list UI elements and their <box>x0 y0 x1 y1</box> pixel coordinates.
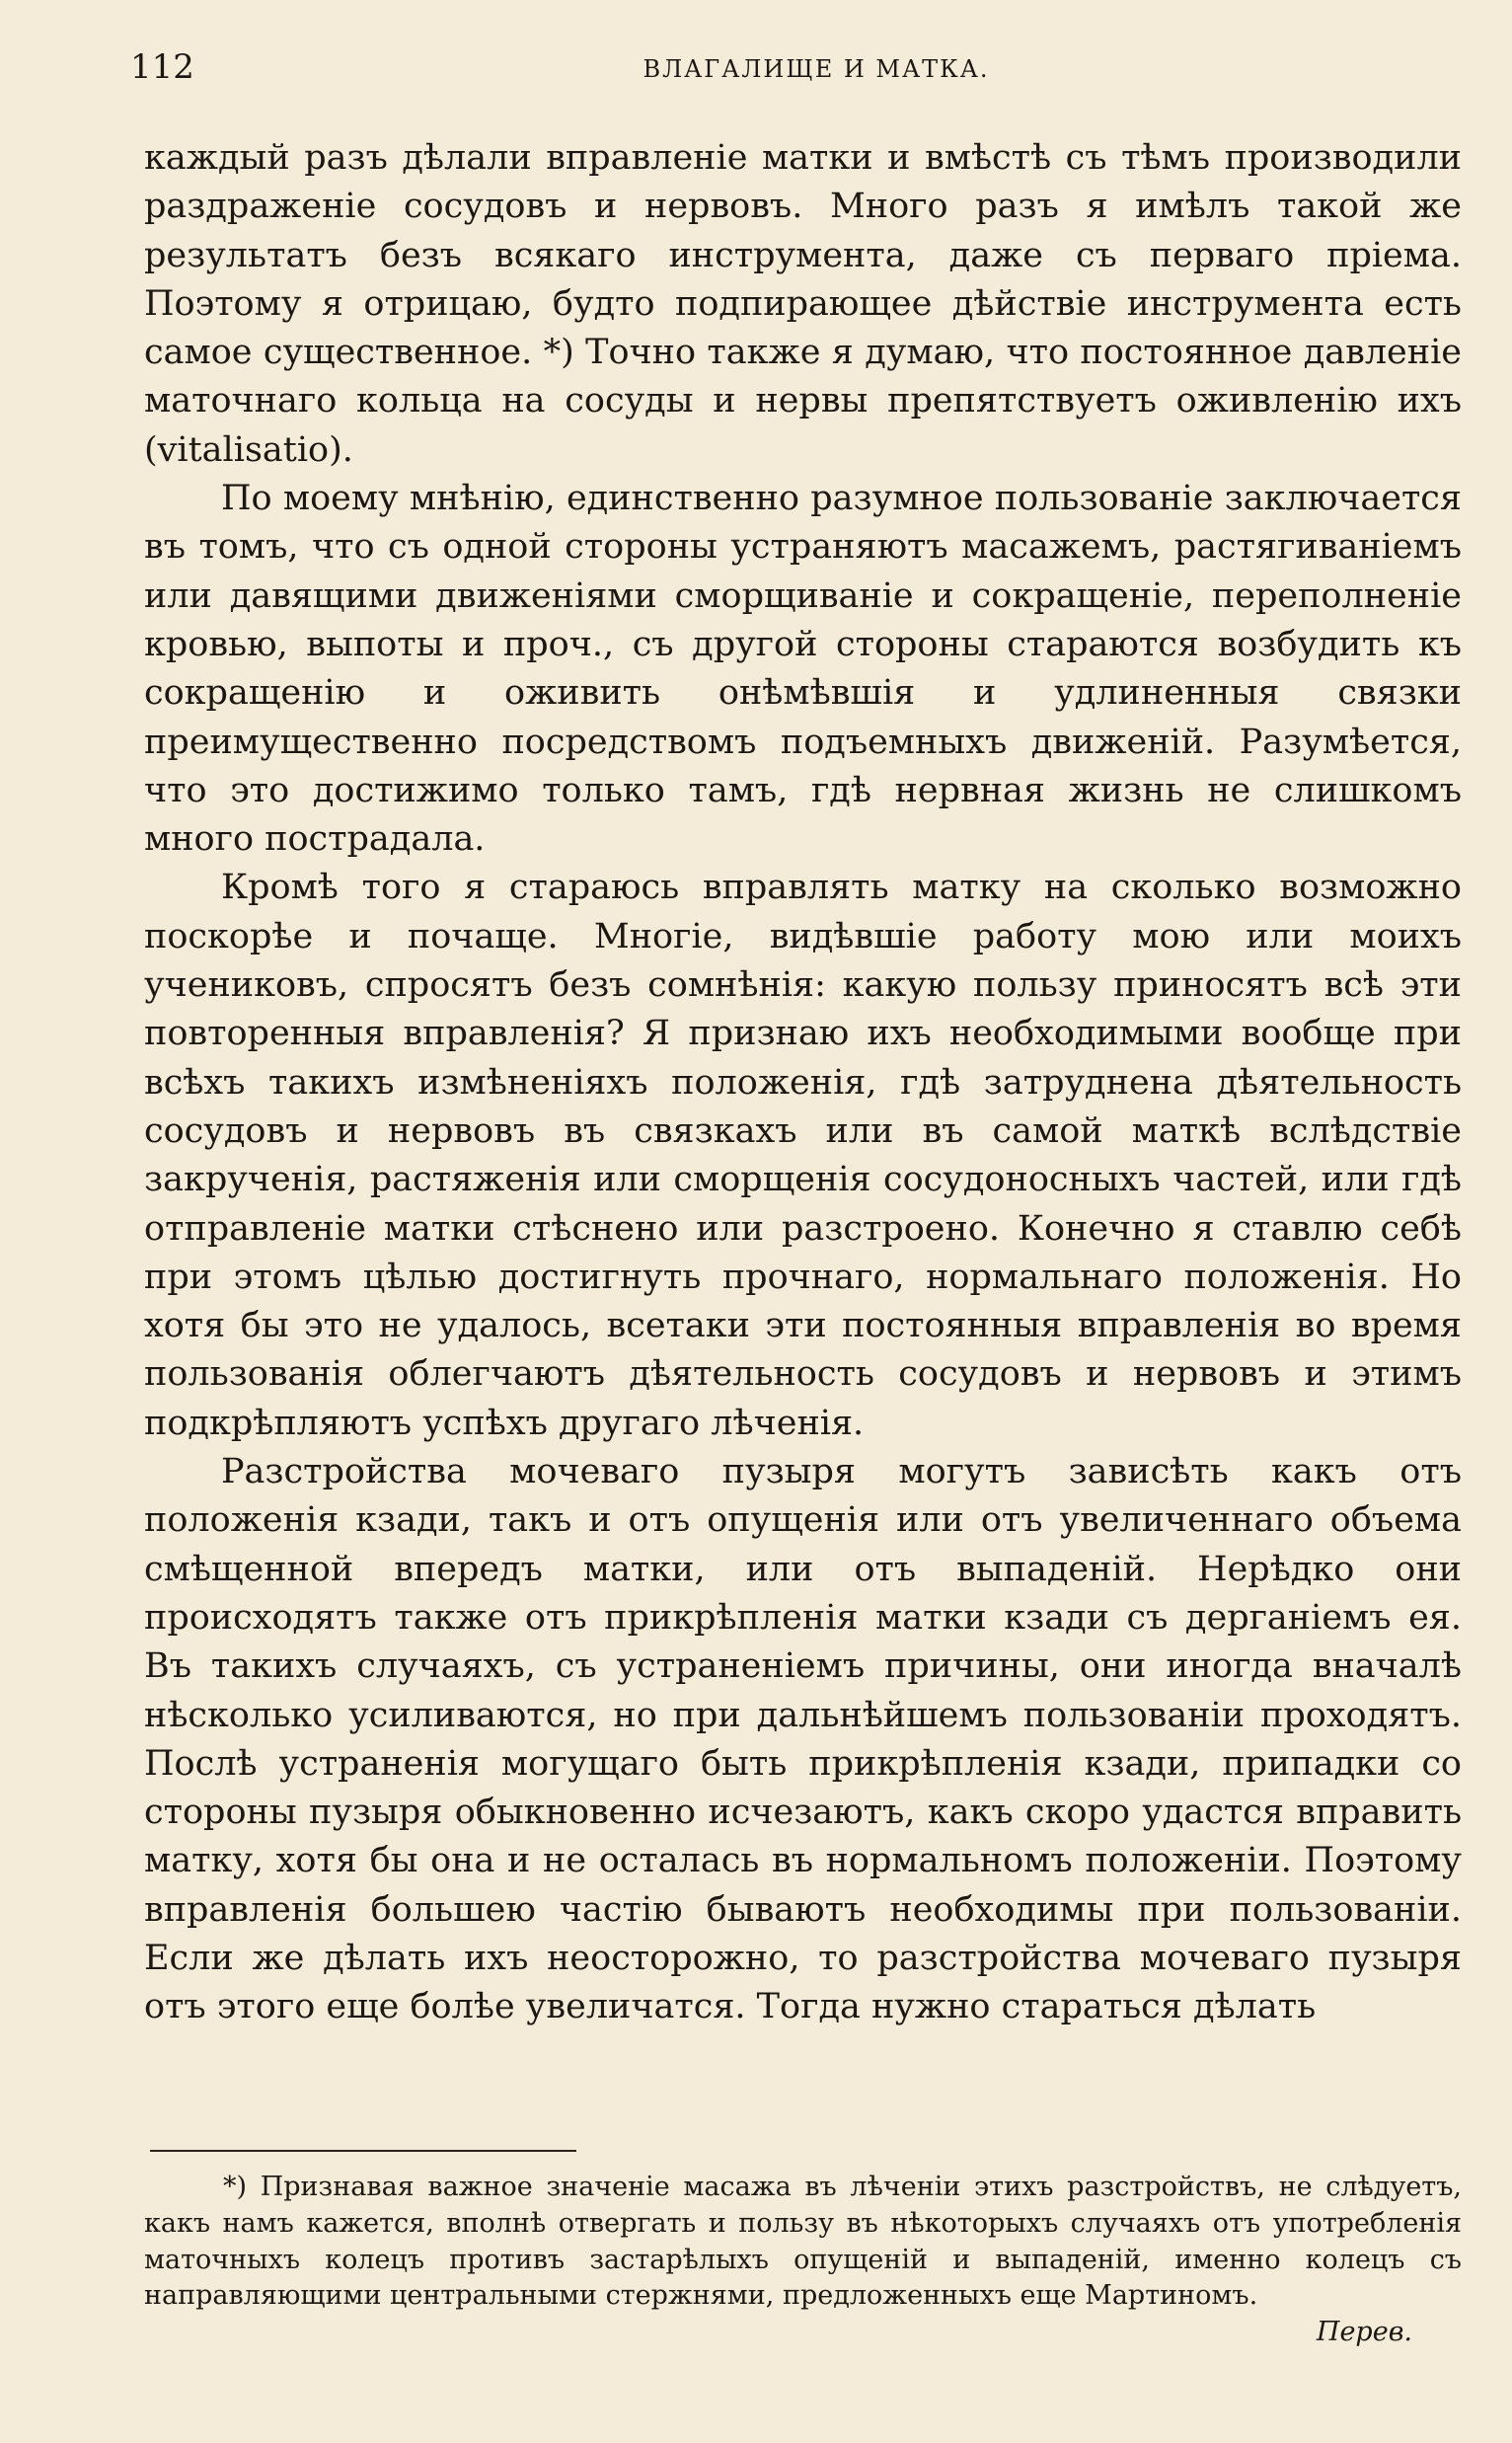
paragraph-2: По моему мнѣнію, единственно разумное пользованіе заключается въ томъ, что съ одной стороны устраняютъ масажемъ, растягиваніемъ или давящими движеніями сморщиваніе и сокращеніе, переполненіе кровью, выпоты и проч., съ другой стороны стараются возбудить къ сокращенію и оживить онѣмѣвшія и удлиненныя связки преимущественно посредствомъ подъемныхъ движеній. Разумѣется, что это достижимо только тамъ, гдѣ нервная жизнь не слишкомъ много пострадала. <box>144 479 1462 860</box>
footnote <box>144 2170 1462 2351</box>
body-text <box>144 134 1462 2032</box>
footnote-signature: Перев. <box>1316 2317 1412 2348</box>
footnote-text: *) Признавая важное значеніе масажа въ лѣченіи этихъ разстройствъ, не слѣдуетъ, какъ намъ кажется, вполнѣ отвергать и пользу въ нѣкоторыхъ случаяхъ отъ употребленія маточныхъ колецъ противъ застарѣлыхъ опущеній и выпаденій, именно колецъ съ направляющими центральными стержнями, предложенныхъ еще Мартиномъ. <box>144 2172 1462 2312</box>
paragraph-1: каждый разъ дѣлали вправленіе матки и вмѣстѣ съ тѣмъ производили раздраженіе сосудовъ и нервовъ. Много разъ я имѣлъ такой же результатъ безъ всякаго инструмента, даже съ перваго пріема. Поэтому я отрицаю, будто подпирающее дѣйствіе инструмента есть самое существенное. *) Точно также я думаю, что постоянное давленіе маточнаго кольца на сосуды и нервы препятствуетъ оживленію ихъ (vitalisatio). <box>144 138 1462 470</box>
page-number: 112 <box>130 47 194 87</box>
paragraph-3: Кромѣ того я стараюсь вправлять матку на сколько возможно поскорѣе и почаще. Многіе, видѣвшіе работу мою или моихъ учениковъ, спросятъ безъ сомнѣнія: какую пользу приносятъ всѣ эти повторенныя вправленія? Я признаю ихъ необходимыми вообще при всѣхъ такихъ измѣненіяхъ положенія, гдѣ затруднена дѣятельность сосудовъ и нервовъ въ связкахъ или въ самой маткѣ вслѣдствіе закрученія, растяженія или сморщенія сосудоносныхъ частей, или гдѣ отправленіе матки стѣснено или разстроено. Конечно я ставлю себѣ при этомъ цѣлью достигнуть прочнаго, нормальнаго положенія. Но хотя бы это не удалось, всетаки эти постоянныя вправленія во время пользованія облегчаютъ дѣятельность сосудовъ и нервовъ и этимъ подкрѣпляютъ успѣхъ другаго лѣченія. <box>144 868 1462 1443</box>
running-head <box>130 47 1463 87</box>
paragraph-4: Разстройства мочеваго пузыря могутъ зависѣть какъ отъ положенія кзади, такъ и отъ опущенія или отъ увеличеннаго объема смѣщенной впередъ матки, или отъ выпаденій. Нерѣдко они происходятъ также отъ прикрѣпленія матки кзади съ дерганіемъ ея. Въ такихъ случаяхъ, съ устраненіемъ причины, они иногда вначалѣ нѣсколько усиливаются, но при дальнѣйшемъ пользованіи проходятъ. Послѣ устраненія могущаго быть прикрѣпленія кзади, припадки со стороны пузыря обыкновенно исчезаютъ, какъ скоро удастся вправить матку, хотя бы она и не осталась въ нормальномъ положеніи. Поэтому вправленія большею частію бываютъ необходимы при пользованіи. Если же дѣлать ихъ неосторожно, то разстройства мочеваго пузыря отъ этого еще болѣе увеличатся. Тогда нужно стараться дѣлать <box>144 1452 1462 2027</box>
running-title: ВЛАГАЛИЩЕ И МАТКА. <box>643 55 990 83</box>
footnote-divider <box>150 2150 576 2152</box>
